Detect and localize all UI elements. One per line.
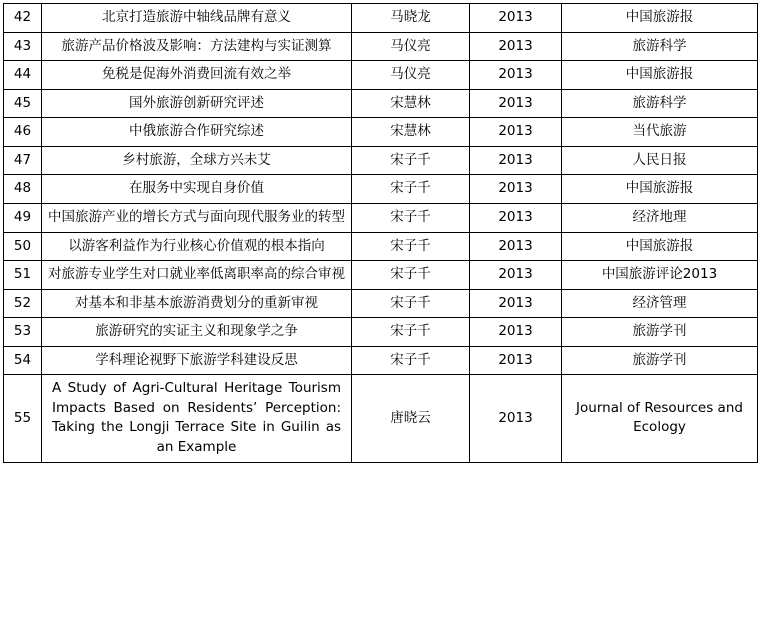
- cell-year: 2013: [470, 4, 562, 33]
- table-row: [4, 89, 758, 118]
- table-row: [4, 232, 758, 261]
- cell-index: 45: [4, 89, 42, 118]
- cell-source: 经济管理: [562, 289, 758, 318]
- cell-index: 51: [4, 261, 42, 290]
- table-row: [4, 4, 758, 33]
- cell-source: 经济地理: [562, 203, 758, 232]
- cell-title: 以游客利益作为行业核心价值观的根本指向: [42, 232, 352, 261]
- table-row: [4, 318, 758, 347]
- cell-title: 国外旅游创新研究评述: [42, 89, 352, 118]
- cell-author: 宋子千: [352, 175, 470, 204]
- cell-index: 43: [4, 32, 42, 61]
- cell-title: 北京打造旅游中轴线品牌有意义: [42, 4, 352, 33]
- cell-index: 46: [4, 118, 42, 147]
- table-body: [4, 4, 758, 463]
- cell-author: 马仪亮: [352, 61, 470, 90]
- table-row: [4, 61, 758, 90]
- cell-year: 2013: [470, 289, 562, 318]
- table-row: [4, 346, 758, 375]
- cell-year: 2013: [470, 118, 562, 147]
- cell-index: 48: [4, 175, 42, 204]
- cell-year: 2013: [470, 232, 562, 261]
- publications-table: [3, 3, 758, 463]
- cell-title: 免税是促海外消费回流有效之举: [42, 61, 352, 90]
- cell-year: 2013: [470, 32, 562, 61]
- cell-author: 宋子千: [352, 318, 470, 347]
- cell-source: 旅游科学: [562, 89, 758, 118]
- cell-index: 47: [4, 146, 42, 175]
- cell-author: 宋慧林: [352, 118, 470, 147]
- cell-index: 49: [4, 203, 42, 232]
- cell-year: 2013: [470, 318, 562, 347]
- cell-index: 54: [4, 346, 42, 375]
- cell-index: 53: [4, 318, 42, 347]
- cell-author: 宋子千: [352, 289, 470, 318]
- table-row: [4, 203, 758, 232]
- cell-source: 人民日报: [562, 146, 758, 175]
- table-row: [4, 146, 758, 175]
- cell-title: 在服务中实现自身价值: [42, 175, 352, 204]
- cell-year: 2013: [470, 261, 562, 290]
- table-row: [4, 261, 758, 290]
- cell-source: 当代旅游: [562, 118, 758, 147]
- cell-year: 2013: [470, 89, 562, 118]
- cell-index: 42: [4, 4, 42, 33]
- cell-year: 2013: [470, 203, 562, 232]
- cell-author: 马仪亮: [352, 32, 470, 61]
- cell-index: 50: [4, 232, 42, 261]
- cell-author: 宋子千: [352, 261, 470, 290]
- cell-author: 马晓龙: [352, 4, 470, 33]
- cell-index: 44: [4, 61, 42, 90]
- cell-source: 旅游学刊: [562, 318, 758, 347]
- cell-title: 中俄旅游合作研究综述: [42, 118, 352, 147]
- cell-source: Journal of Resources and Ecology: [562, 375, 758, 462]
- cell-year: 2013: [470, 61, 562, 90]
- cell-source: 旅游科学: [562, 32, 758, 61]
- cell-title: 中国旅游产业的增长方式与面向现代服务业的转型: [42, 203, 352, 232]
- cell-source: 旅游学刊: [562, 346, 758, 375]
- cell-source: 中国旅游报: [562, 4, 758, 33]
- cell-title: 学科理论视野下旅游学科建设反思: [42, 346, 352, 375]
- cell-author: 宋子千: [352, 203, 470, 232]
- cell-title: A Study of Agri-Cultural Heritage Tourism Impacts Based on Residents’ Perception: Taking the Longji Terrace Site in Guilin as an Example: [42, 375, 352, 462]
- cell-author: 宋子千: [352, 346, 470, 375]
- cell-author: 宋子千: [352, 232, 470, 261]
- cell-author: 宋慧林: [352, 89, 470, 118]
- cell-source: 中国旅游评论2013: [562, 261, 758, 290]
- cell-source: 中国旅游报: [562, 61, 758, 90]
- table-row: [4, 118, 758, 147]
- cell-author: 宋子千: [352, 146, 470, 175]
- cell-source: 中国旅游报: [562, 175, 758, 204]
- cell-title: 对旅游专业学生对口就业率低离职率高的综合审视: [42, 261, 352, 290]
- cell-index: 55: [4, 375, 42, 462]
- cell-title: 旅游研究的实证主义和现象学之争: [42, 318, 352, 347]
- table-row: [4, 32, 758, 61]
- cell-source: 中国旅游报: [562, 232, 758, 261]
- cell-title: 旅游产品价格波及影响：方法建构与实证测算: [42, 32, 352, 61]
- cell-index: 52: [4, 289, 42, 318]
- cell-title: 乡村旅游，全球方兴未艾: [42, 146, 352, 175]
- cell-year: 2013: [470, 146, 562, 175]
- table-row: [4, 175, 758, 204]
- table-row: [4, 289, 758, 318]
- cell-year: 2013: [470, 375, 562, 462]
- cell-title: 对基本和非基本旅游消费划分的重新审视: [42, 289, 352, 318]
- table-row: [4, 375, 758, 462]
- cell-author: 唐晓云: [352, 375, 470, 462]
- cell-year: 2013: [470, 175, 562, 204]
- cell-year: 2013: [470, 346, 562, 375]
